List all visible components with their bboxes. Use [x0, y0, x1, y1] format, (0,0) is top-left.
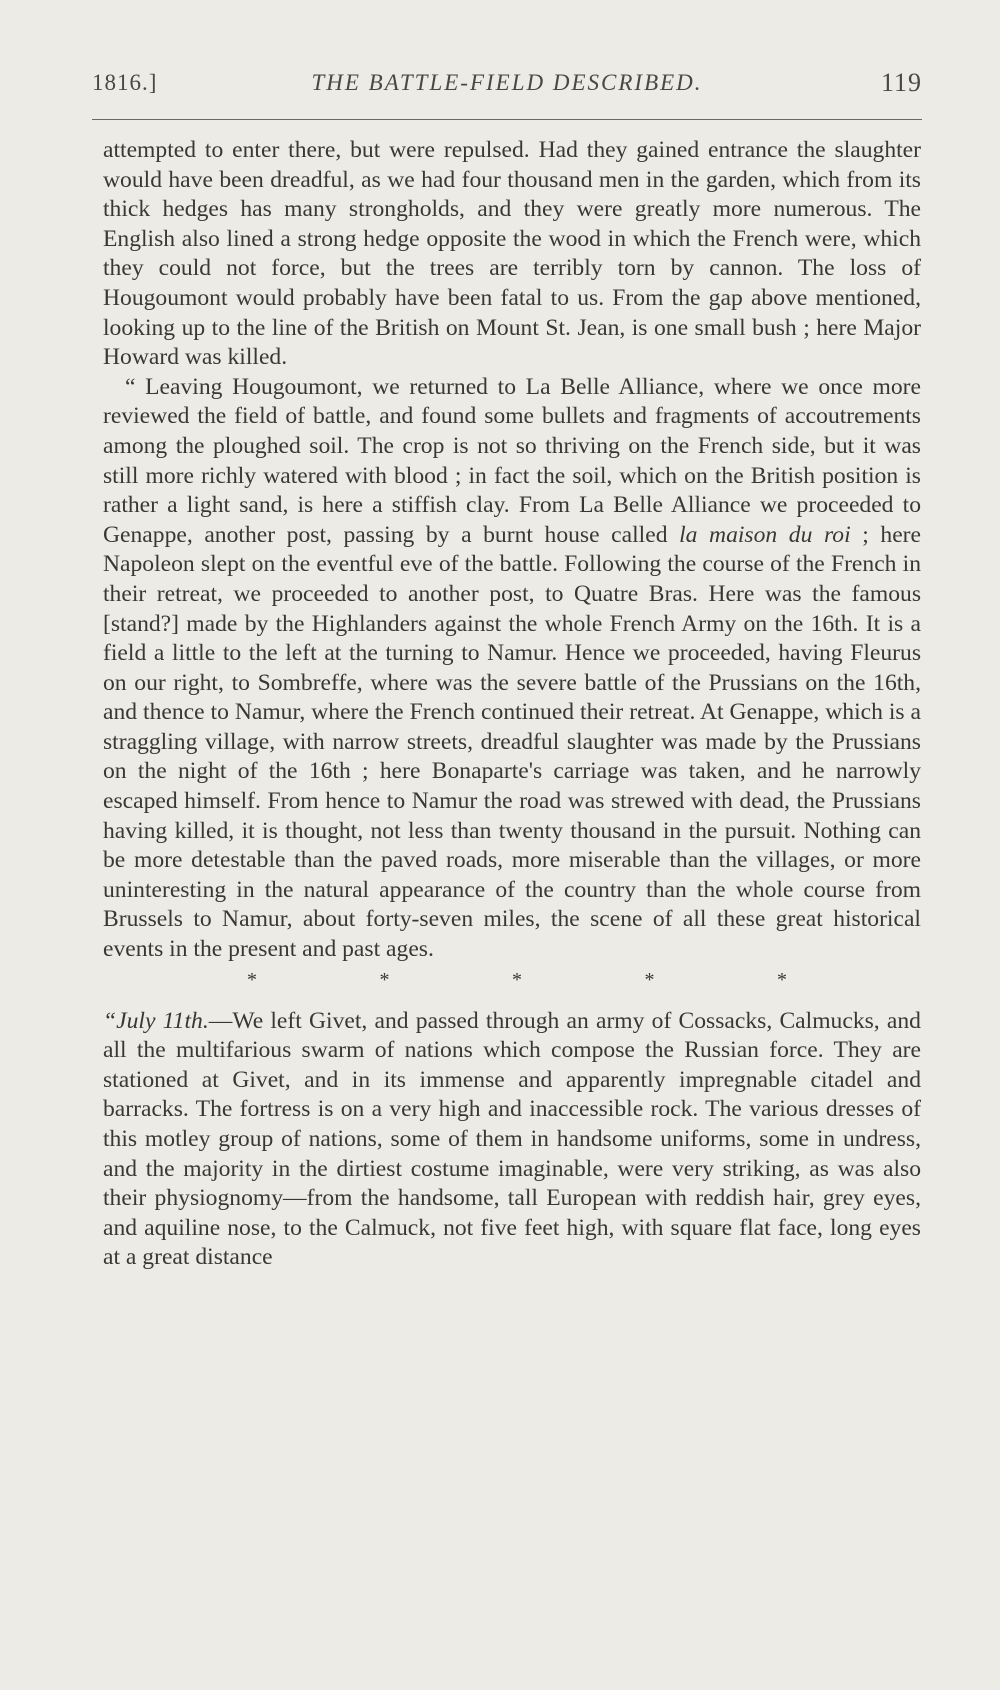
paragraph-2-text-b: ; here Napoleon slept on the eventful eve of the battle. Following the course of the French in their retreat, we proceeded to another post, to Quatre Bras. Here was the famous [stand?] made by the Highlanders against the whole French Army on the 16th. It is a field a little to the left at the turning to Namur. Hence we proceeded, having Fleurus on our right, to Sombreffe, where was the severe battle of the Prussians on the 16th, and thence to Namur, where the French continued their retreat. At Genappe, which is a straggling village, with narrow streets, dreadful slaughter was made by the Prussians on the night of the 16th ; here Bonaparte's carriage was taken, and he narrowly escaped himself. From hence to Namur the road was strewed with dead, the Prussians having killed, it is thought, not less than twenty thousand in the pursuit. Nothing can be more detestable than the paved roads, more miserable than the villages, or more uninteresting in the natural appearance of the country than the whole course from Brussels to Namur, about forty-seven miles, the scene of all these great historical events in the present and past ages. — [103, 521, 921, 963]
paragraph-2-italic: la maison du roi — [679, 521, 851, 548]
body-text — [103, 136, 921, 1273]
paragraph-3 — [103, 1007, 921, 1273]
paragraph-3-date: “July 11th. — [103, 1007, 209, 1034]
asterisk: * — [777, 968, 787, 991]
header-year: 1816.] — [92, 70, 158, 95]
header-rule — [92, 119, 922, 120]
asterisk: * — [379, 968, 390, 991]
asterisk: * — [512, 968, 522, 991]
asterisk: * — [644, 968, 655, 991]
paragraph-2 — [103, 373, 921, 965]
asterisk: * — [247, 968, 257, 991]
header-title: THE BATTLE-FIELD DESCRIBED. — [311, 70, 703, 95]
page-number: 119 — [880, 68, 922, 97]
section-break — [247, 967, 787, 1007]
paragraph-2-text-a: “ Leaving Hougoumont, we returned to La Belle Alliance, where we once more reviewed the field of battle, and found some bullets and fragments of accoutrements among the ploughed soil. The crop is not so thriving on the French side, but it was still more richly watered with blood ; in fact the soil, which on the British position is rather a light sand, is here a stiffish clay. From La Belle Alliance we proceeded to Genappe, another post, passing by a burnt house called — [103, 373, 921, 548]
paragraph-3-text: —We left Givet, and passed through an army of Cossacks, Calmucks, and all the multifarious swarm of nations which compose the Russian force. They are stationed at Givet, and in its immense and apparently impregnable citadel and barracks. The fortress is on a very high and inaccessible rock. The various dresses of this motley group of nations, some of them in handsome uniforms, some in undress, and the majority in the dirtiest costume imaginable, were very striking, as was also their physiognomy—from the handsome, tall European with reddish hair, grey eyes, and aquiline nose, to the Calmuck, not five feet high, with square flat face, long eyes at a great distance — [103, 1007, 921, 1271]
paragraph-1: attempted to enter there, but were repulsed. Had they gained entrance the slaughter would have been dreadful, as we had four thousand men in the garden, which from its thick hedges has many strongholds, and they were greatly more numerous. The English also lined a strong hedge opposite the wood in which the French were, which they could not force, but the trees are terribly torn by cannon. The loss of Hougoumont would probably have been fatal to us. From the gap above mentioned, looking up to the line of the British on Mount St. Jean, is one small bush ; here Major Howard was killed. — [103, 137, 921, 371]
running-header — [92, 66, 922, 106]
